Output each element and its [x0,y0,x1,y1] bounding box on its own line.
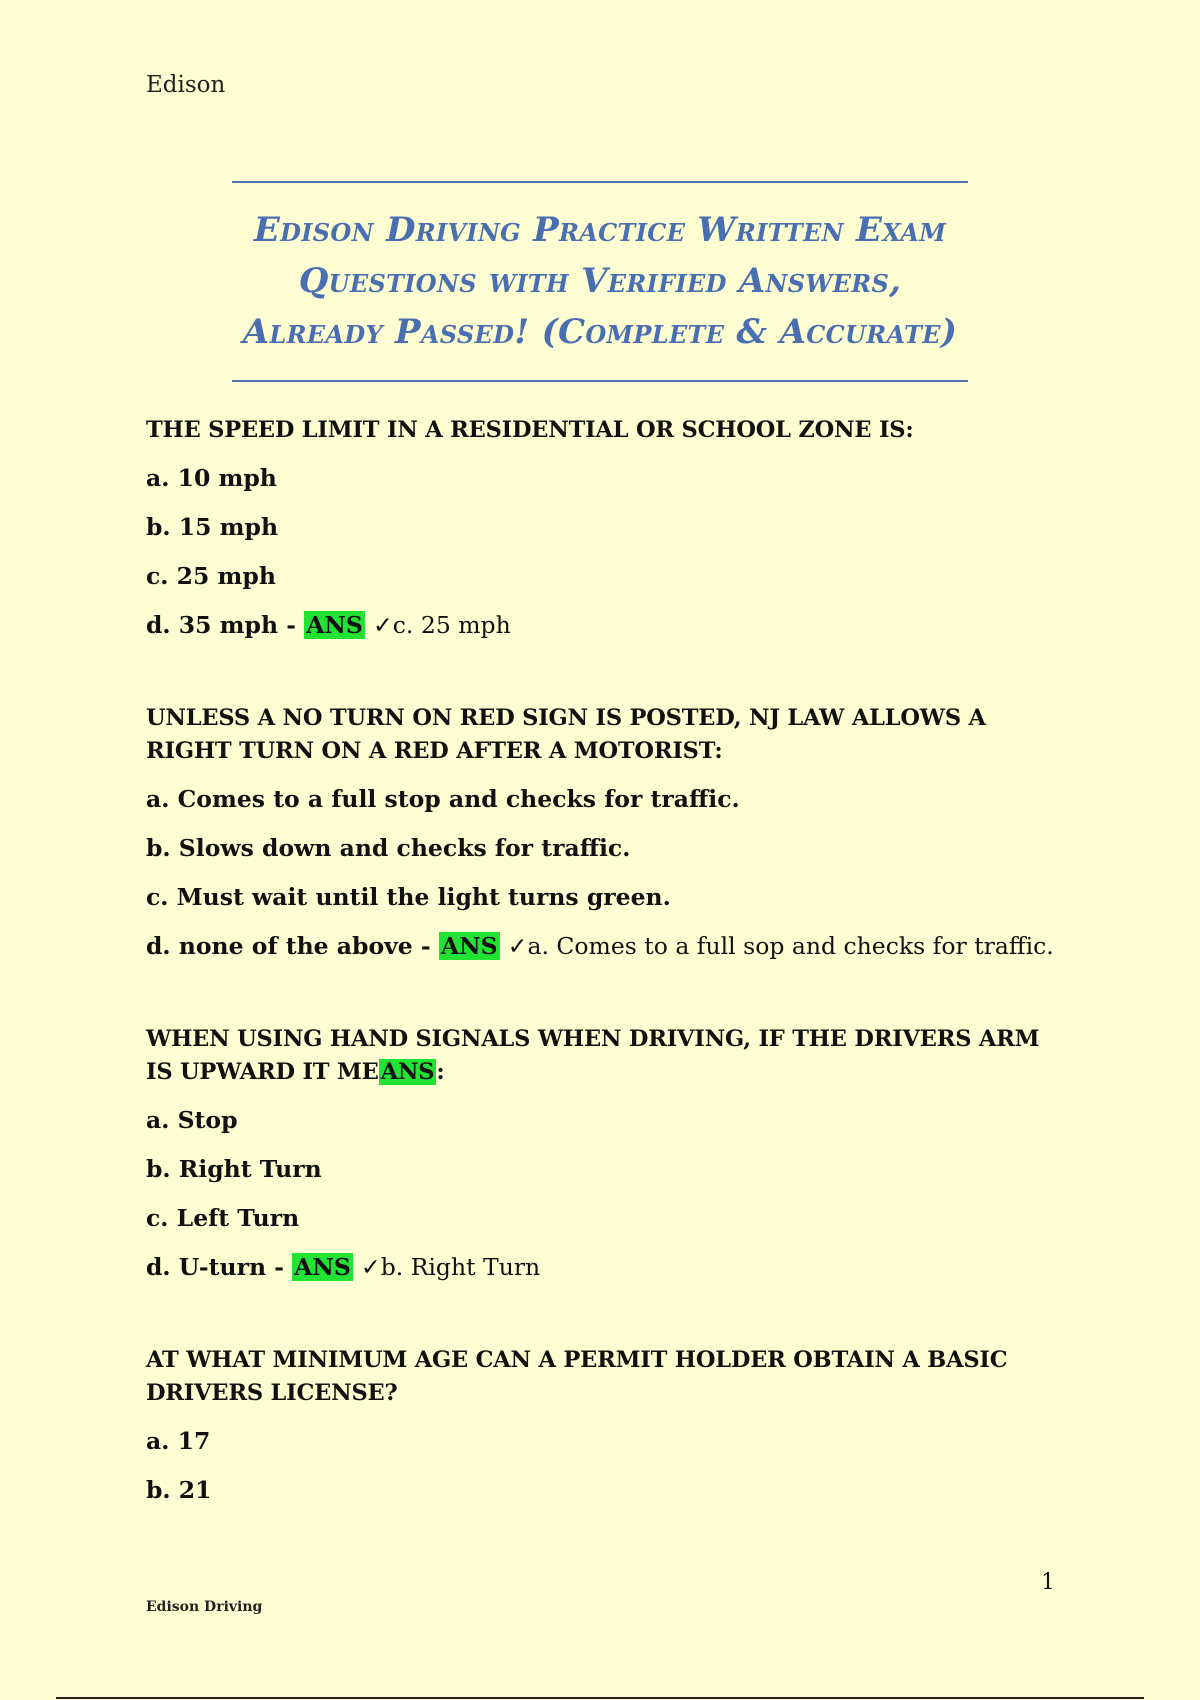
option-2d [146,929,1066,963]
question-text-3 [146,1023,1066,1089]
question-text-3-main: WHEN USING HAND SIGNALS WHEN DRIVING, IF THE DRIVERS ARM IS UPWARD IT ME [146,1026,1040,1085]
question-block-1 [146,414,1066,642]
question-list [146,414,1066,1567]
ans-badge: ANS [294,1253,351,1281]
option-1c: c. 25 mph [146,562,276,590]
page-number: 1 [1041,1570,1055,1595]
title-line-1: Edison Driving Practice Written Exam [253,210,947,250]
question-text-3-end: : [436,1059,445,1085]
option-3a: a. Stop [146,1106,238,1134]
option-3b: b. Right Turn [146,1155,322,1183]
option-1d-label: d. 35 mph - [146,611,305,639]
option-3d-label: d. U-turn - [146,1253,293,1281]
option-3d [146,1250,1066,1284]
checkmark-icon: ✓ [507,932,528,960]
option-2c: c. Must wait until the light turns green. [146,883,671,911]
ans-badge: ANS [306,611,363,639]
running-footer: Edison Driving [146,1599,263,1615]
option-2b: b. Slows down and checks for traffic. [146,834,631,862]
option-1d [146,608,1066,642]
answer-text-3: b. Right Turn [380,1253,541,1281]
ans-highlight: ANS [380,1059,435,1085]
checkmark-icon: ✓ [373,611,393,639]
question-text-1: THE SPEED LIMIT IN A RESIDENTIAL OR SCHOOL ZONE IS: [146,417,914,443]
question-text-2: UNLESS A NO TURN ON RED SIGN IS POSTED, NJ LAW ALLOWS A RIGHT TURN ON A RED AFTER A MOTORIST: [146,705,986,764]
option-4b: b. 21 [146,1476,212,1504]
option-3c: c. Left Turn [146,1204,300,1232]
option-2a: a. Comes to a full stop and checks for traffic. [146,785,740,813]
running-header: Edison [146,72,226,98]
ans-badge: ANS [440,932,498,960]
question-block-2 [146,702,1066,963]
question-block-3 [146,1023,1066,1284]
checkmark-icon: ✓ [361,1253,381,1281]
answer-text-2: a. Comes to a full sop and checks for traffic. [527,932,1054,960]
title-line-3: Already Passed! (Complete & Accurate) [242,312,958,352]
option-1a: a. 10 mph [146,464,277,492]
document-title [232,181,968,382]
option-2d-label: d. none of the above - [146,932,439,960]
answer-text-1: c. 25 mph [392,611,511,639]
question-text-4: AT WHAT MINIMUM AGE CAN A PERMIT HOLDER OBTAIN A BASIC DRIVERS LICENSE? [146,1347,1008,1406]
question-block-4 [146,1344,1066,1507]
option-4a: a. 17 [146,1427,211,1455]
page-bottom-divider [56,1697,1144,1699]
option-1b: b. 15 mph [146,513,279,541]
title-line-2: Questions with Verified Answers, [298,261,902,301]
